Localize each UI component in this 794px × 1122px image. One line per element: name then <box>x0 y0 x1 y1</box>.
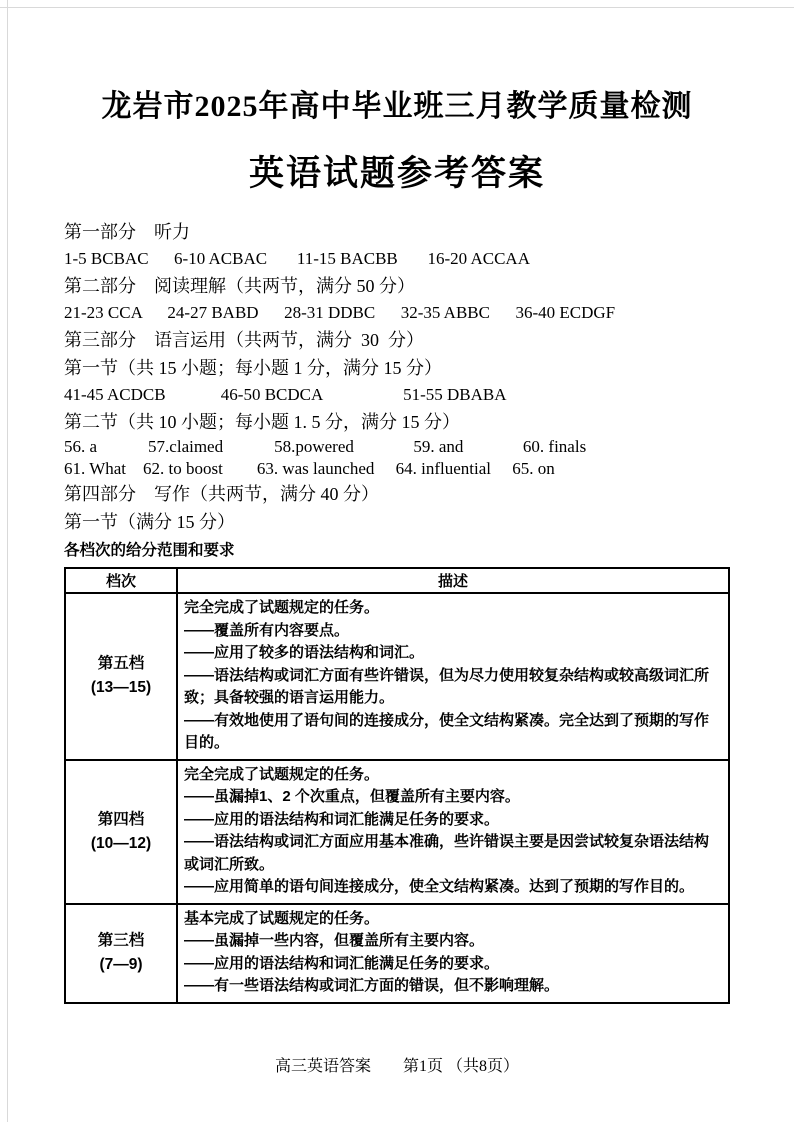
table-header-grade: 档次 <box>65 568 177 593</box>
desc-line: ——虽漏掉1、2 个次重点，但覆盖所有主要内容。 <box>184 788 520 805</box>
desc-line: ——语法结构或词汇方面应用基本准确，些许错误主要是因尝试较复杂语法结构或词汇所致。 <box>184 833 710 873</box>
grade5-range: (13—15) <box>90 679 152 697</box>
desc-line: ——虽漏掉一些内容，但覆盖所有主要内容。 <box>184 932 485 949</box>
scan-edge-left <box>7 0 8 1122</box>
table-row-grade4 <box>65 760 729 904</box>
part3-section2-answers-line2: 61. What 62. to boost 63. was launched 64. influential 65. on <box>64 459 555 478</box>
desc-line: ——语法结构或词汇方面有些许错误，但为尽力使用较复杂结构或较高级词汇所致；具备较强的语言运用能力。 <box>184 666 710 706</box>
grade3-range: (7—9) <box>99 956 143 973</box>
desc-line: ——应用的语法结构和词汇能满足任务的要求。 <box>184 810 500 828</box>
part2-heading: 第二部分 阅读理解（共两节，满分 50 分） <box>64 276 415 296</box>
part1-heading: 第一部分 听力 <box>64 222 190 242</box>
desc-line: ——有效地使用了语句间的连接成分，使全文结构紧凑。完全达到了预期的写作目的。 <box>184 711 710 751</box>
table-row-grade5 <box>65 593 729 760</box>
desc-line: ——应用的语法结构和词汇能满足任务的要求。 <box>184 954 500 972</box>
grade4-cell <box>65 760 177 904</box>
part3-section2-answers-line1: 56. a 57.claimed 58.powered 59. and 60. finals <box>64 437 587 456</box>
part3-section2-heading: 第二节（共 10 小题；每小题 1. 5 分，满分 15 分） <box>64 412 460 432</box>
answers-body <box>64 218 730 564</box>
part4-heading: 第四部分 写作（共两节，满分 40 分） <box>64 484 379 504</box>
scan-edge-top <box>0 7 794 8</box>
desc-line: ——应用了较多的语法结构和词汇。 <box>184 644 425 661</box>
grading-intro: 各档次的给分范围和要求 <box>64 542 235 559</box>
desc-line: 基本完成了试题规定的任务。 <box>184 909 380 927</box>
table-row-grade3 <box>65 904 729 1003</box>
desc-line: ——有一些语法结构或词汇方面的错误，但不影响理解。 <box>184 977 560 994</box>
grade4-range: (10—12) <box>90 834 152 852</box>
grade3-desc-cell <box>177 904 729 1003</box>
document-subtitle: 英语试题参考答案 <box>248 154 545 193</box>
grade3-cell <box>65 904 177 1003</box>
document-title: 龙岩市2025年高中毕业班三月教学质量检测 <box>101 90 693 123</box>
part1-answers: 1-5 BCBAC 6-10 ACBAC 11-15 BACBB 16-20 ACCAA <box>64 249 530 268</box>
page-footer: 高三英语答案 第1页 （共8页） <box>274 1058 519 1075</box>
table-header-row <box>65 568 729 593</box>
grade5-cell <box>65 593 177 760</box>
grade5-name: 第五档 <box>97 655 145 673</box>
part4-section1-heading: 第一节（满分 15 分） <box>64 512 235 532</box>
grade4-desc-cell <box>177 760 729 904</box>
part3-section1-heading: 第一节（共 15 小题；每小题 1 分，满分 15 分） <box>64 358 442 378</box>
grade4-name: 第四档 <box>97 810 145 828</box>
grade5-desc-cell <box>177 593 729 760</box>
table-header-desc: 描述 <box>177 568 729 593</box>
desc-line: 完全完成了试题规定的任务。 <box>184 765 380 783</box>
part2-answers: 21-23 CCA 24-27 BABD 28-31 DDBC 32-35 ABBC 36-40 ECDGF <box>64 303 616 322</box>
desc-line: ——应用简单的语句间连接成分，使全文结构紧凑。达到了预期的写作目的。 <box>184 878 695 895</box>
grading-table <box>64 567 730 1004</box>
part3-heading: 第三部分 语言运用（共两节，满分 30 分） <box>64 330 424 350</box>
desc-line: ——覆盖所有内容要点。 <box>184 621 350 639</box>
grade3-name: 第三档 <box>97 932 145 949</box>
desc-line: 完全完成了试题规定的任务。 <box>184 599 380 616</box>
part3-section1-answers: 41-45 ACDCB 46-50 BCDCA 51-55 DBABA <box>64 385 507 404</box>
